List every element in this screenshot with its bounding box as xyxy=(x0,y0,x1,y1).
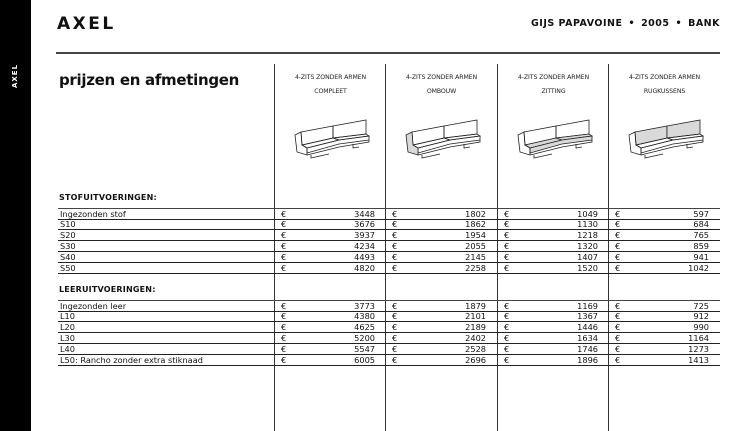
price-value: 5200 xyxy=(354,333,375,343)
column-header-line1: 4-ZITS ZONDER ARMEN xyxy=(294,74,367,81)
column-header xyxy=(275,71,386,99)
column-header xyxy=(386,71,497,99)
currency-symbol: € xyxy=(281,355,287,365)
price-value: 3448 xyxy=(354,209,375,219)
price-value: 2402 xyxy=(465,333,486,343)
price-value: 1746 xyxy=(577,344,598,354)
currency-symbol: € xyxy=(392,301,398,311)
currency-symbol: € xyxy=(392,241,398,251)
currency-symbol: € xyxy=(615,252,621,262)
currency-symbol: € xyxy=(504,344,510,354)
price-value: 4380 xyxy=(354,311,375,321)
price-value: 1407 xyxy=(577,252,598,262)
row-label: L40 xyxy=(60,344,75,354)
table-row xyxy=(58,322,720,333)
row-label: S20 xyxy=(60,230,76,240)
currency-symbol: € xyxy=(615,322,621,332)
currency-symbol: € xyxy=(281,230,287,240)
price-value: 1896 xyxy=(577,355,598,365)
price-value: 1954 xyxy=(465,230,486,240)
currency-symbol: € xyxy=(392,263,398,273)
column-header-line1: 4-ZITS ZONDER ARMEN xyxy=(628,74,701,81)
table-row xyxy=(58,219,720,230)
currency-symbol: € xyxy=(504,263,510,273)
currency-symbol: € xyxy=(615,355,621,365)
currency-symbol: € xyxy=(615,230,621,240)
price-value: 2189 xyxy=(465,322,486,332)
currency-symbol: € xyxy=(504,252,510,262)
row-label: S40 xyxy=(60,252,76,262)
currency-symbol: € xyxy=(281,263,287,273)
price-value: 2696 xyxy=(465,355,486,365)
sofa-complete-icon xyxy=(275,118,386,168)
currency-symbol: € xyxy=(281,301,287,311)
currency-symbol: € xyxy=(392,355,398,365)
price-value: 2528 xyxy=(465,344,486,354)
currency-symbol: € xyxy=(281,241,287,251)
price-value: 3937 xyxy=(354,230,375,240)
currency-symbol: € xyxy=(281,209,287,219)
row-label: Ingezonden leer xyxy=(60,301,127,311)
price-value: 6005 xyxy=(354,355,375,365)
table-row xyxy=(58,355,720,366)
currency-symbol: € xyxy=(504,322,510,332)
price-value: 1446 xyxy=(577,322,598,332)
price-value: 859 xyxy=(693,241,709,251)
table-row xyxy=(58,241,720,252)
currency-symbol: € xyxy=(281,344,287,354)
price-value: 1367 xyxy=(577,311,598,321)
currency-symbol: € xyxy=(615,219,621,229)
price-value: 1320 xyxy=(577,241,598,251)
price-value: 1879 xyxy=(465,301,486,311)
currency-symbol: € xyxy=(615,209,621,219)
currency-symbol: € xyxy=(281,311,287,321)
currency-symbol: € xyxy=(392,230,398,240)
currency-symbol: € xyxy=(615,241,621,251)
column-header-line2: RUGKUSSENS xyxy=(643,88,686,95)
section-title: STOFUITVOERINGEN: xyxy=(59,193,157,202)
price-value: 1634 xyxy=(577,333,598,343)
currency-symbol: € xyxy=(504,301,510,311)
currency-symbol: € xyxy=(615,311,621,321)
column-header-line2: ZITTING xyxy=(541,88,566,95)
table-row xyxy=(58,230,720,241)
price-value: 2055 xyxy=(465,241,486,251)
row-label: S50 xyxy=(60,263,76,273)
table-row xyxy=(58,311,720,322)
currency-symbol: € xyxy=(504,209,510,219)
currency-symbol: € xyxy=(392,311,398,321)
price-value: 941 xyxy=(693,252,709,262)
sofa-backcushion-icon xyxy=(609,118,720,168)
section-heading: prijzen en afmetingen xyxy=(59,71,240,89)
price-value: 1049 xyxy=(577,209,598,219)
currency-symbol: € xyxy=(281,219,287,229)
currency-symbol: € xyxy=(281,333,287,343)
price-value: 1273 xyxy=(688,344,709,354)
section-title: LEERUITVOERINGEN: xyxy=(59,285,156,294)
price-value: 990 xyxy=(693,322,709,332)
separator: • xyxy=(628,18,636,29)
price-value: 597 xyxy=(693,209,709,219)
price-value: 4625 xyxy=(354,322,375,332)
column-header xyxy=(498,71,609,99)
separator: • xyxy=(675,18,683,29)
price-value: 2101 xyxy=(465,311,486,321)
row-label: S30 xyxy=(60,241,76,251)
price-value: 1164 xyxy=(688,333,709,343)
header-divider xyxy=(56,52,720,54)
price-value: 684 xyxy=(693,219,709,229)
page-title: AXEL xyxy=(57,14,116,34)
designer-name: GIJS PAPAVOINE xyxy=(530,18,623,29)
table-row xyxy=(58,263,720,274)
currency-symbol: € xyxy=(392,209,398,219)
currency-symbol: € xyxy=(615,344,621,354)
table-row xyxy=(58,333,720,344)
category: BANK xyxy=(688,18,720,29)
price-value: 5547 xyxy=(354,344,375,354)
currency-symbol: € xyxy=(392,252,398,262)
currency-symbol: € xyxy=(615,301,621,311)
sofa-frame-icon xyxy=(386,118,497,168)
table-row xyxy=(58,252,720,263)
price-value: 1130 xyxy=(577,219,598,229)
price-value: 1862 xyxy=(465,219,486,229)
table-row xyxy=(58,344,720,355)
row-label: L20 xyxy=(60,322,75,332)
sidebar-label: AXEL xyxy=(11,63,19,89)
price-value: 1042 xyxy=(688,263,709,273)
price-value: 2258 xyxy=(465,263,486,273)
currency-symbol: € xyxy=(615,333,621,343)
header-meta xyxy=(531,18,720,29)
currency-symbol: € xyxy=(504,311,510,321)
currency-symbol: € xyxy=(281,322,287,332)
price-value: 4493 xyxy=(354,252,375,262)
price-value: 1520 xyxy=(577,263,598,273)
sofa-seat-icon xyxy=(498,118,609,168)
column-header-line2: COMPLEET xyxy=(314,88,347,95)
column-header xyxy=(609,71,720,99)
price-value: 912 xyxy=(693,311,709,321)
row-label: L50: Rancho zonder extra stiknaad xyxy=(60,355,203,365)
currency-symbol: € xyxy=(392,333,398,343)
price-value: 3676 xyxy=(354,219,375,229)
currency-symbol: € xyxy=(504,219,510,229)
price-value: 1218 xyxy=(577,230,598,240)
price-value: 725 xyxy=(693,301,709,311)
currency-symbol: € xyxy=(504,230,510,240)
year: 2005 xyxy=(641,18,670,29)
price-value: 4820 xyxy=(354,263,375,273)
sidebar xyxy=(0,0,31,431)
column-header-line2: OMBOUW xyxy=(426,88,457,95)
price-value: 4234 xyxy=(354,241,375,251)
currency-symbol: € xyxy=(504,241,510,251)
currency-symbol: € xyxy=(281,252,287,262)
price-value: 3773 xyxy=(354,301,375,311)
price-value: 765 xyxy=(693,230,709,240)
currency-symbol: € xyxy=(392,219,398,229)
currency-symbol: € xyxy=(504,355,510,365)
column-header-line1: 4-ZITS ZONDER ARMEN xyxy=(517,74,590,81)
row-label: L10 xyxy=(60,311,75,321)
price-value: 1413 xyxy=(688,355,709,365)
currency-symbol: € xyxy=(504,333,510,343)
price-value: 1802 xyxy=(465,209,486,219)
column-header-line1: 4-ZITS ZONDER ARMEN xyxy=(405,74,478,81)
currency-symbol: € xyxy=(392,344,398,354)
currency-symbol: € xyxy=(615,263,621,273)
price-value: 2145 xyxy=(465,252,486,262)
row-label: S10 xyxy=(60,219,76,229)
price-value: 1169 xyxy=(577,301,598,311)
row-label: L30 xyxy=(60,333,75,343)
row-label: Ingezonden stof xyxy=(60,209,126,219)
currency-symbol: € xyxy=(392,322,398,332)
